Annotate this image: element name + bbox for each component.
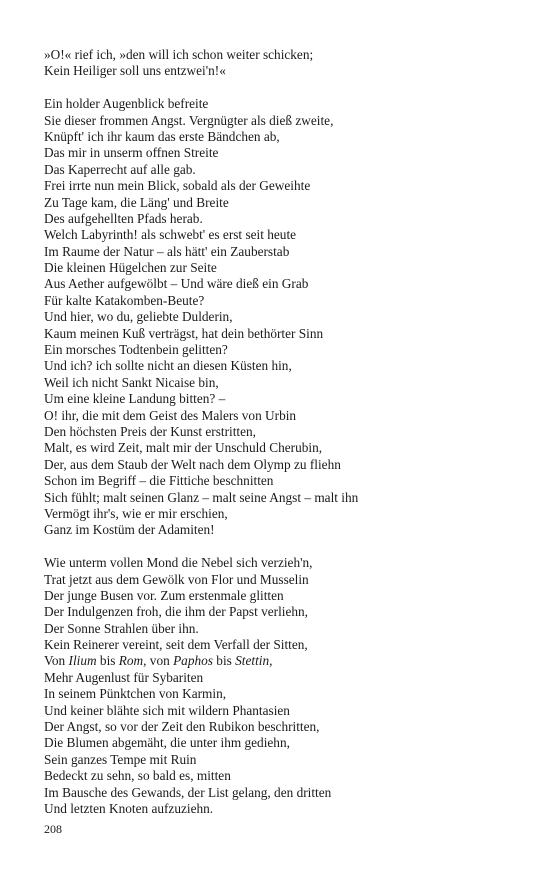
poem-line: Kein Heiliger soll uns entzwei'n!«: [44, 63, 226, 79]
poem-line: Bedeckt zu sehn, so bald es, mitten: [44, 768, 231, 784]
italic-place-name: Stettin,: [235, 653, 273, 669]
poem-text: [44, 47, 514, 834]
poem-line: Weil ich nicht Sankt Nicaise bin,: [44, 374, 219, 390]
poem-line: Des aufgehellten Pfads herab.: [44, 210, 203, 226]
poem-line: Sein ganzes Tempe mit Ruin: [44, 751, 197, 767]
poem-line: Der Sonne Strahlen über ihn.: [44, 620, 199, 636]
poem-line: Und letzten Knoten aufzuziehn.: [44, 800, 214, 816]
poem-line: Der junge Busen vor. Zum erstenmale glitten: [44, 587, 284, 603]
line-segment: von: [146, 653, 174, 669]
poem-line: Kein Reinerer vereint, seit dem Verfall der Sitten,: [44, 637, 308, 653]
poem-line: Trat jetzt aus dem Gewölk von Flor und Musselin: [44, 571, 309, 587]
poem-line: Knüpft' ich ihr kaum das erste Bändchen ab,: [44, 128, 280, 144]
poem-line: Kaum meinen Kuß verträgst, hat dein bethörter Sinn: [44, 325, 324, 341]
poem-line: Mehr Augenlust für Sybariten: [44, 669, 204, 685]
poem-line: Das Kaperrecht auf alle gab.: [44, 161, 196, 177]
italic-place-name: Ilium: [68, 653, 97, 669]
poem-line: Und hier, wo du, geliebte Dulderin,: [44, 309, 233, 325]
poem-line: Ein morsches Todtenbein gelitten?: [44, 342, 228, 358]
poem-line: Die Blumen abgemäht, die unter ihm gediehn,: [44, 735, 290, 751]
poem-line: Zu Tage kam, die Läng' und Breite: [44, 194, 229, 210]
poem-line: Wie unterm vollen Mond die Nebel sich verzieh'n,: [44, 555, 313, 571]
poem-line: [44, 653, 514, 669]
poem-line: Für kalte Katakomben-Beute?: [44, 292, 205, 308]
poem-line: Um eine kleine Landung bitten? –: [44, 391, 226, 407]
poem-line: Malt, es wird Zeit, malt mir der Unschuld Cherubin,: [44, 440, 323, 456]
poem-line: Den höchsten Preis der Kunst erstritten,: [44, 423, 256, 439]
poem-line: In seinem Pünktchen von Karmin,: [44, 686, 227, 702]
stanza: [44, 96, 514, 539]
stanza: [44, 47, 514, 80]
poem-line: Vermögt ihr's, wie er mir erschien,: [44, 505, 228, 521]
line-segment: Von: [44, 653, 69, 669]
poem-line: Im Bausche des Gewands, der List gelang, den dritten: [44, 784, 332, 800]
poem-line: Und keiner blähte sich mit wildern Phantasien: [44, 702, 290, 718]
poem-line: Der Angst, so vor der Zeit den Rubikon beschritten,: [44, 719, 320, 735]
italic-place-name: Paphos: [173, 653, 213, 669]
poem-line: O! ihr, die mit dem Geist des Malers von Urbin: [44, 407, 297, 423]
poem-line: Und ich? ich sollte nicht an diesen Küsten hin,: [44, 358, 292, 374]
poem-line: Schon im Begriff – die Fittiche beschnitten: [44, 473, 274, 489]
poem-line: Sich fühlt; malt seinen Glanz – malt seine Angst – malt ihn: [44, 489, 359, 505]
poem-line: Der Indulgenzen froh, die ihm der Papst verliehn,: [44, 604, 309, 620]
poem-line: Ganz im Kostüm der Adamiten!: [44, 522, 215, 538]
poem-line: Ein holder Augenblick befreite: [44, 96, 209, 112]
poem-line: »O!« rief ich, »den will ich schon weiter schicken;: [44, 47, 314, 62]
poem-line: Der, aus dem Staub der Welt nach dem Olymp zu fliehn: [44, 456, 341, 472]
poem-line: Welch Labyrinth! als schwebt' es erst seit heute: [44, 227, 297, 243]
poem-line: Das mir in unserm offnen Streite: [44, 145, 219, 161]
page-number: 208: [44, 822, 62, 836]
poem-line: Aus Aether aufgewölbt – Und wäre dieß ein Grab: [44, 276, 309, 292]
line-segment: bis: [96, 653, 119, 669]
poem-line: Frei irrte nun mein Blick, sobald als der Geweihte: [44, 178, 311, 194]
italic-place-name: Rom,: [118, 653, 147, 669]
poem-line: Sie dieser frommen Angst. Vergnügter als dieß zweite,: [44, 112, 334, 128]
stanza: [44, 555, 514, 817]
poem-line: Im Raume der Natur – als hätt' ein Zauberstab: [44, 243, 290, 259]
poem-line: Die kleinen Hügelchen zur Seite: [44, 260, 217, 276]
line-segment: bis: [212, 653, 236, 669]
